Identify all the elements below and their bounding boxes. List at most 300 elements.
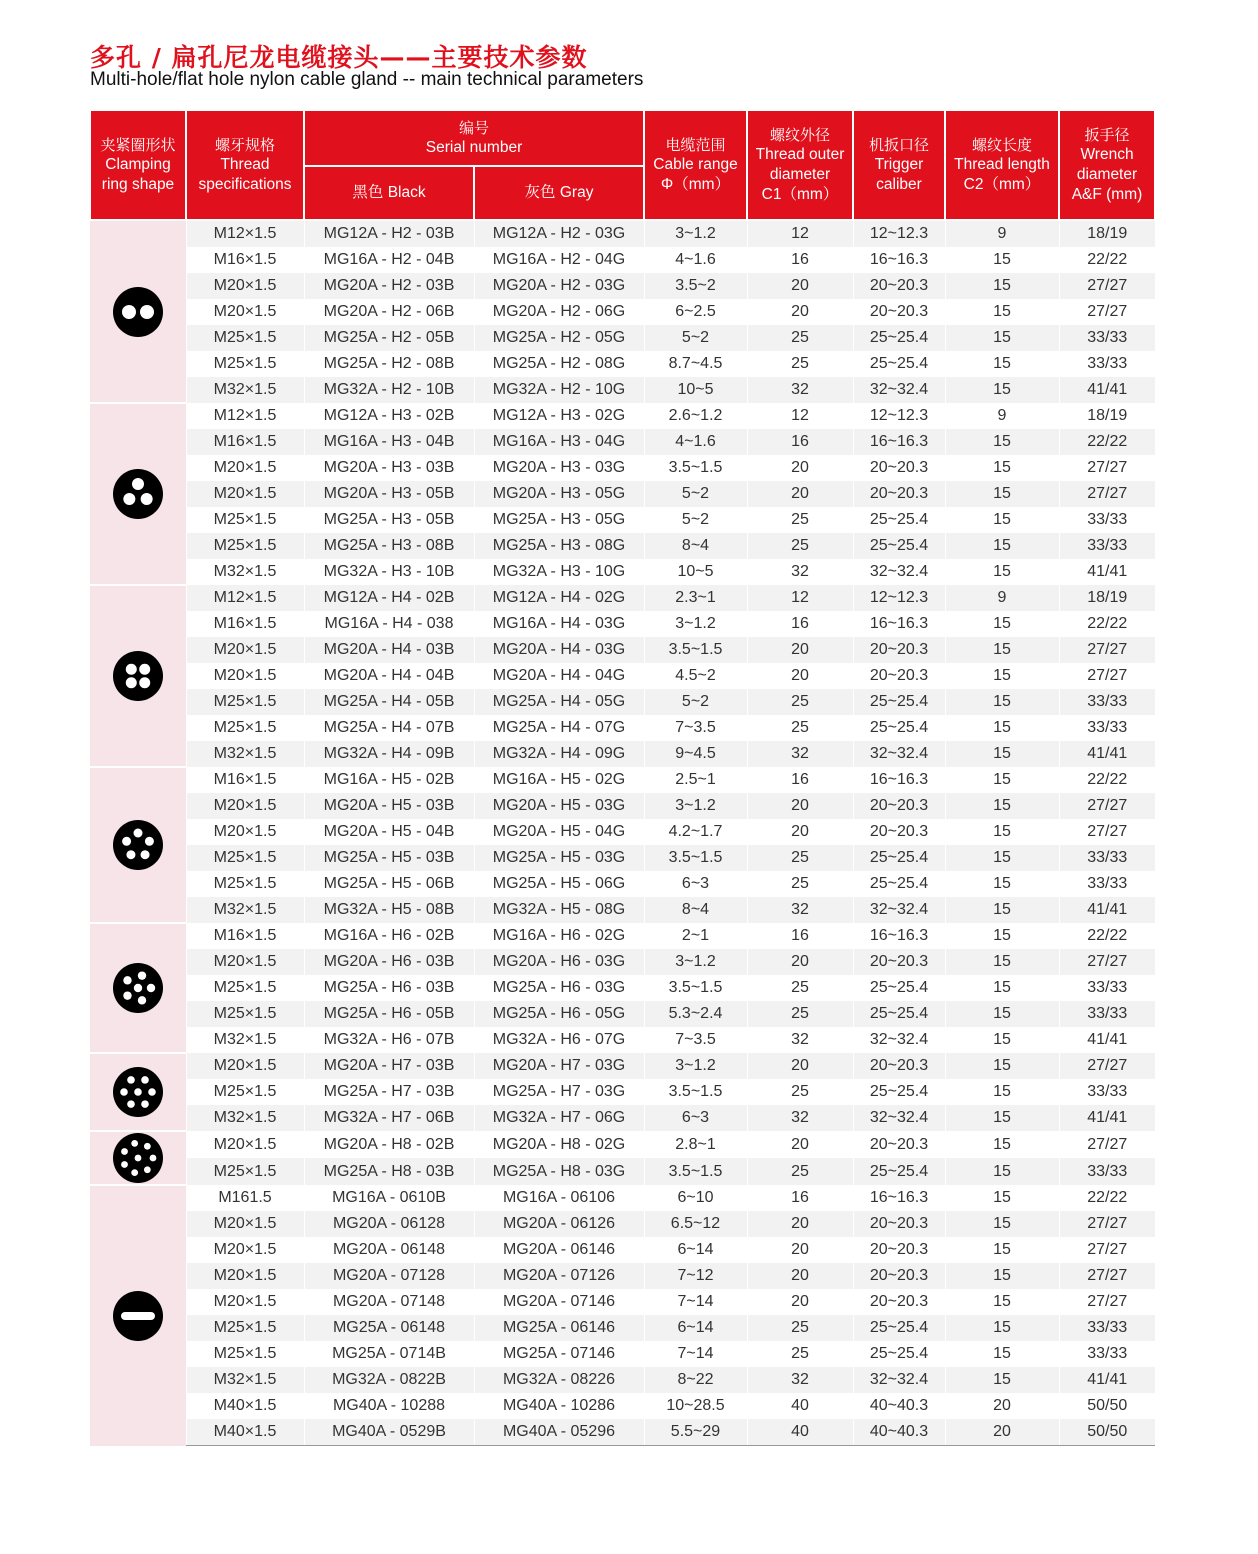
wrench-diameter-cell: 33/33	[1059, 1001, 1155, 1027]
table-row	[90, 1105, 1155, 1131]
serial-gray-cell: MG16A - H4 - 03G	[474, 611, 644, 637]
trigger-caliber-cell: 32~32.4	[853, 1027, 945, 1053]
thread-spec-cell: M40×1.5	[186, 1419, 304, 1446]
clamping-ring-shape-cell	[90, 767, 186, 923]
thread-spec-cell: M25×1.5	[186, 975, 304, 1001]
thread-spec-cell: M20×1.5	[186, 663, 304, 689]
thread-spec-cell: M20×1.5	[186, 949, 304, 975]
serial-black-cell: MG25A - H6 - 05B	[304, 1001, 474, 1027]
serial-gray-cell: MG12A - H3 - 02G	[474, 403, 644, 429]
trigger-caliber-cell: 32~32.4	[853, 1105, 945, 1131]
header-wrench-diameter: 扳手径 Wrench diameter A&F (mm)	[1059, 110, 1155, 220]
wrench-diameter-cell: 27/27	[1059, 1237, 1155, 1263]
outer-diameter-cell: 20	[747, 819, 853, 845]
cable-range-cell: 3.5~1.5	[644, 845, 747, 871]
header-thread-length: 螺纹长度 Thread length C2（mm）	[945, 110, 1059, 220]
serial-black-cell: MG25A - H4 - 05B	[304, 689, 474, 715]
cable-range-cell: 5~2	[644, 507, 747, 533]
trigger-caliber-cell: 16~16.3	[853, 1185, 945, 1211]
table-row	[90, 1237, 1155, 1263]
cable-range-cell: 8~4	[644, 533, 747, 559]
table-row	[90, 845, 1155, 871]
thread-length-cell: 15	[945, 975, 1059, 1001]
thread-length-cell: 15	[945, 533, 1059, 559]
table-row	[90, 1131, 1155, 1158]
thread-spec-cell: M20×1.5	[186, 481, 304, 507]
table-row	[90, 220, 1155, 247]
wrench-diameter-cell: 41/41	[1059, 1367, 1155, 1393]
serial-gray-cell: MG20A - 07146	[474, 1289, 644, 1315]
serial-gray-cell: MG25A - 07146	[474, 1341, 644, 1367]
thread-spec-cell: M16×1.5	[186, 429, 304, 455]
outer-diameter-cell: 20	[747, 1237, 853, 1263]
serial-black-cell: MG20A - H8 - 02B	[304, 1131, 474, 1158]
serial-gray-cell: MG20A - H3 - 03G	[474, 455, 644, 481]
wrench-diameter-cell: 33/33	[1059, 325, 1155, 351]
outer-diameter-cell: 25	[747, 1079, 853, 1105]
wrench-diameter-cell: 33/33	[1059, 1158, 1155, 1185]
outer-diameter-cell: 32	[747, 1367, 853, 1393]
serial-gray-cell: MG20A - H5 - 03G	[474, 793, 644, 819]
serial-black-cell: MG20A - H3 - 05B	[304, 481, 474, 507]
trigger-caliber-cell: 25~25.4	[853, 689, 945, 715]
thread-spec-cell: M20×1.5	[186, 1131, 304, 1158]
thread-length-cell: 15	[945, 481, 1059, 507]
trigger-caliber-cell: 25~25.4	[853, 1158, 945, 1185]
table-row	[90, 741, 1155, 767]
thread-length-cell: 15	[945, 637, 1059, 663]
serial-gray-cell: MG25A - H8 - 03G	[474, 1158, 644, 1185]
table-row	[90, 767, 1155, 793]
trigger-caliber-cell: 20~20.3	[853, 481, 945, 507]
thread-spec-cell: M20×1.5	[186, 1053, 304, 1079]
trigger-caliber-cell: 40~40.3	[853, 1393, 945, 1419]
serial-gray-cell: MG32A - H3 - 10G	[474, 559, 644, 585]
thread-length-cell: 15	[945, 559, 1059, 585]
thread-length-cell: 15	[945, 1263, 1059, 1289]
wrench-diameter-cell: 18/19	[1059, 403, 1155, 429]
cable-range-cell: 10~28.5	[644, 1393, 747, 1419]
wrench-diameter-cell: 33/33	[1059, 975, 1155, 1001]
serial-black-cell: MG20A - H6 - 03B	[304, 949, 474, 975]
cable-range-cell: 3~1.2	[644, 611, 747, 637]
serial-gray-cell: MG12A - H4 - 02G	[474, 585, 644, 611]
trigger-caliber-cell: 12~12.3	[853, 220, 945, 247]
table-row	[90, 481, 1155, 507]
thread-spec-cell: M16×1.5	[186, 611, 304, 637]
wrench-diameter-cell: 27/27	[1059, 1131, 1155, 1158]
table-row	[90, 949, 1155, 975]
thread-length-cell: 15	[945, 273, 1059, 299]
serial-gray-cell: MG16A - 06106	[474, 1185, 644, 1211]
cable-range-cell: 6.5~12	[644, 1211, 747, 1237]
header-serial-number: 编号 Serial number	[304, 110, 644, 166]
header-cable-range: 电缆范围 Cable range Φ（mm）	[644, 110, 747, 220]
cable-range-cell: 5~2	[644, 689, 747, 715]
cable-range-cell: 5.5~29	[644, 1419, 747, 1446]
serial-gray-cell: MG40A - 05296	[474, 1419, 644, 1446]
table-row	[90, 559, 1155, 585]
table-row	[90, 1419, 1155, 1446]
outer-diameter-cell: 20	[747, 481, 853, 507]
thread-spec-cell: M25×1.5	[186, 689, 304, 715]
header-trigger-caliber: 机扳口径 Trigger caliber	[853, 110, 945, 220]
serial-black-cell: MG32A - H4 - 09B	[304, 741, 474, 767]
flat-hole-icon	[112, 1290, 164, 1342]
table-row	[90, 1341, 1155, 1367]
outer-diameter-cell: 20	[747, 1211, 853, 1237]
outer-diameter-cell: 25	[747, 351, 853, 377]
wrench-diameter-cell: 27/27	[1059, 949, 1155, 975]
clamping-ring-shape-cell	[90, 1053, 186, 1131]
thread-length-cell: 15	[945, 871, 1059, 897]
serial-gray-cell: MG25A - H7 - 03G	[474, 1079, 644, 1105]
thread-length-cell: 20	[945, 1419, 1059, 1446]
trigger-caliber-cell: 16~16.3	[853, 611, 945, 637]
cable-range-cell: 3~1.2	[644, 949, 747, 975]
serial-black-cell: MG20A - H4 - 04B	[304, 663, 474, 689]
table-row	[90, 897, 1155, 923]
serial-black-cell: MG32A - 0822B	[304, 1367, 474, 1393]
serial-black-cell: MG16A - H4 - 038	[304, 611, 474, 637]
outer-diameter-cell: 20	[747, 949, 853, 975]
outer-diameter-cell: 32	[747, 377, 853, 403]
trigger-caliber-cell: 20~20.3	[853, 637, 945, 663]
trigger-caliber-cell: 16~16.3	[853, 923, 945, 949]
serial-black-cell: MG16A - 0610B	[304, 1185, 474, 1211]
serial-gray-cell: MG20A - 06146	[474, 1237, 644, 1263]
cable-range-cell: 3.5~2	[644, 273, 747, 299]
trigger-caliber-cell: 20~20.3	[853, 1237, 945, 1263]
serial-black-cell: MG25A - H3 - 05B	[304, 507, 474, 533]
cable-range-cell: 3~1.2	[644, 1053, 747, 1079]
serial-gray-cell: MG25A - H4 - 07G	[474, 715, 644, 741]
cable-range-cell: 7~3.5	[644, 715, 747, 741]
wrench-diameter-cell: 18/19	[1059, 220, 1155, 247]
trigger-caliber-cell: 32~32.4	[853, 741, 945, 767]
thread-spec-cell: M40×1.5	[186, 1393, 304, 1419]
thread-length-cell: 9	[945, 585, 1059, 611]
serial-black-cell: MG40A - 10288	[304, 1393, 474, 1419]
serial-gray-cell: MG20A - H3 - 05G	[474, 481, 644, 507]
outer-diameter-cell: 25	[747, 845, 853, 871]
table-row	[90, 611, 1155, 637]
table-row	[90, 351, 1155, 377]
cable-range-cell: 2.3~1	[644, 585, 747, 611]
thread-length-cell: 15	[945, 507, 1059, 533]
serial-black-cell: MG12A - H2 - 03B	[304, 220, 474, 247]
cable-range-cell: 3.5~1.5	[644, 455, 747, 481]
thread-length-cell: 15	[945, 1053, 1059, 1079]
thread-spec-cell: M16×1.5	[186, 247, 304, 273]
serial-black-cell: MG20A - H3 - 03B	[304, 455, 474, 481]
table-row	[90, 1158, 1155, 1185]
serial-gray-cell: MG32A - H4 - 09G	[474, 741, 644, 767]
trigger-caliber-cell: 20~20.3	[853, 793, 945, 819]
trigger-caliber-cell: 25~25.4	[853, 351, 945, 377]
trigger-caliber-cell: 25~25.4	[853, 871, 945, 897]
trigger-caliber-cell: 20~20.3	[853, 819, 945, 845]
table-row	[90, 247, 1155, 273]
trigger-caliber-cell: 32~32.4	[853, 897, 945, 923]
table-row	[90, 1367, 1155, 1393]
thread-length-cell: 15	[945, 689, 1059, 715]
trigger-caliber-cell: 16~16.3	[853, 767, 945, 793]
serial-gray-cell: MG25A - H6 - 05G	[474, 1001, 644, 1027]
cable-range-cell: 9~4.5	[644, 741, 747, 767]
trigger-caliber-cell: 25~25.4	[853, 1001, 945, 1027]
thread-length-cell: 15	[945, 1315, 1059, 1341]
wrench-diameter-cell: 27/27	[1059, 455, 1155, 481]
wrench-diameter-cell: 33/33	[1059, 351, 1155, 377]
thread-spec-cell: M20×1.5	[186, 1237, 304, 1263]
trigger-caliber-cell: 25~25.4	[853, 715, 945, 741]
outer-diameter-cell: 16	[747, 429, 853, 455]
wrench-diameter-cell: 27/27	[1059, 299, 1155, 325]
wrench-diameter-cell: 27/27	[1059, 663, 1155, 689]
wrench-diameter-cell: 41/41	[1059, 1027, 1155, 1053]
serial-black-cell: MG25A - H3 - 08B	[304, 533, 474, 559]
wrench-diameter-cell: 41/41	[1059, 377, 1155, 403]
thread-length-cell: 15	[945, 1158, 1059, 1185]
cable-range-cell: 8.7~4.5	[644, 351, 747, 377]
wrench-diameter-cell: 41/41	[1059, 897, 1155, 923]
wrench-diameter-cell: 18/19	[1059, 585, 1155, 611]
serial-black-cell: MG25A - 06148	[304, 1315, 474, 1341]
trigger-caliber-cell: 20~20.3	[853, 1053, 945, 1079]
trigger-caliber-cell: 20~20.3	[853, 273, 945, 299]
serial-gray-cell: MG25A - H2 - 08G	[474, 351, 644, 377]
serial-black-cell: MG25A - 0714B	[304, 1341, 474, 1367]
cable-range-cell: 5~2	[644, 481, 747, 507]
thread-length-cell: 15	[945, 1027, 1059, 1053]
wrench-diameter-cell: 22/22	[1059, 767, 1155, 793]
thread-spec-cell: M20×1.5	[186, 273, 304, 299]
thread-length-cell: 15	[945, 949, 1059, 975]
cable-range-cell: 3.5~1.5	[644, 975, 747, 1001]
outer-diameter-cell: 12	[747, 585, 853, 611]
table-row	[90, 715, 1155, 741]
thread-spec-cell: M25×1.5	[186, 871, 304, 897]
thread-spec-cell: M12×1.5	[186, 585, 304, 611]
five-hole-icon	[112, 819, 164, 871]
wrench-diameter-cell: 22/22	[1059, 247, 1155, 273]
serial-black-cell: MG20A - 07148	[304, 1289, 474, 1315]
page-title-en: Multi-hole/flat hole nylon cable gland -- main technical parameters	[90, 69, 644, 90]
table-row	[90, 507, 1155, 533]
serial-black-cell: MG16A - H3 - 04B	[304, 429, 474, 455]
wrench-diameter-cell: 33/33	[1059, 845, 1155, 871]
thread-length-cell: 15	[945, 247, 1059, 273]
thread-length-cell: 9	[945, 403, 1059, 429]
serial-gray-cell: MG20A - 06126	[474, 1211, 644, 1237]
thread-spec-cell: M20×1.5	[186, 793, 304, 819]
cable-range-cell: 2~1	[644, 923, 747, 949]
trigger-caliber-cell: 16~16.3	[853, 247, 945, 273]
outer-diameter-cell: 20	[747, 1053, 853, 1079]
table-row	[90, 273, 1155, 299]
outer-diameter-cell: 16	[747, 1185, 853, 1211]
header-thread-specifications: 螺牙规格 Thread specifications	[186, 110, 304, 220]
serial-black-cell: MG25A - H5 - 06B	[304, 871, 474, 897]
cable-range-cell: 3~1.2	[644, 793, 747, 819]
serial-gray-cell: MG20A - 07126	[474, 1263, 644, 1289]
cable-range-cell: 4~1.6	[644, 247, 747, 273]
serial-black-cell: MG20A - 06148	[304, 1237, 474, 1263]
trigger-caliber-cell: 20~20.3	[853, 663, 945, 689]
thread-spec-cell: M32×1.5	[186, 377, 304, 403]
serial-black-cell: MG20A - H2 - 06B	[304, 299, 474, 325]
outer-diameter-cell: 20	[747, 663, 853, 689]
cable-range-cell: 10~5	[644, 559, 747, 585]
trigger-caliber-cell: 32~32.4	[853, 1367, 945, 1393]
cable-range-cell: 10~5	[644, 377, 747, 403]
wrench-diameter-cell: 33/33	[1059, 1079, 1155, 1105]
serial-gray-cell: MG25A - H2 - 05G	[474, 325, 644, 351]
thread-spec-cell: M20×1.5	[186, 1289, 304, 1315]
cable-range-cell: 7~12	[644, 1263, 747, 1289]
thread-length-cell: 15	[945, 1185, 1059, 1211]
thread-length-cell: 15	[945, 1001, 1059, 1027]
serial-gray-cell: MG20A - H4 - 04G	[474, 663, 644, 689]
serial-gray-cell: MG25A - H3 - 08G	[474, 533, 644, 559]
thread-length-cell: 15	[945, 325, 1059, 351]
serial-gray-cell: MG25A - H4 - 05G	[474, 689, 644, 715]
outer-diameter-cell: 25	[747, 1001, 853, 1027]
table-row	[90, 1289, 1155, 1315]
serial-black-cell: MG32A - H6 - 07B	[304, 1027, 474, 1053]
cable-range-cell: 6~10	[644, 1185, 747, 1211]
seven-hole-icon	[112, 1066, 164, 1118]
thread-spec-cell: M32×1.5	[186, 741, 304, 767]
outer-diameter-cell: 25	[747, 325, 853, 351]
serial-gray-cell: MG20A - H2 - 03G	[474, 273, 644, 299]
clamping-ring-shape-cell	[90, 1185, 186, 1446]
wrench-diameter-cell: 50/50	[1059, 1393, 1155, 1419]
thread-spec-cell: M161.5	[186, 1185, 304, 1211]
trigger-caliber-cell: 32~32.4	[853, 377, 945, 403]
thread-length-cell: 15	[945, 611, 1059, 637]
serial-gray-cell: MG20A - H4 - 03G	[474, 637, 644, 663]
cable-range-cell: 6~14	[644, 1237, 747, 1263]
outer-diameter-cell: 32	[747, 1027, 853, 1053]
table-row	[90, 1001, 1155, 1027]
serial-black-cell: MG25A - H2 - 08B	[304, 351, 474, 377]
outer-diameter-cell: 20	[747, 1289, 853, 1315]
table-row	[90, 533, 1155, 559]
table-row	[90, 793, 1155, 819]
outer-diameter-cell: 20	[747, 1131, 853, 1158]
wrench-diameter-cell: 27/27	[1059, 819, 1155, 845]
trigger-caliber-cell: 12~12.3	[853, 585, 945, 611]
table-row	[90, 871, 1155, 897]
wrench-diameter-cell: 27/27	[1059, 1211, 1155, 1237]
outer-diameter-cell: 32	[747, 559, 853, 585]
serial-black-cell: MG25A - H8 - 03B	[304, 1158, 474, 1185]
serial-black-cell: MG25A - H2 - 05B	[304, 325, 474, 351]
table-row	[90, 689, 1155, 715]
outer-diameter-cell: 40	[747, 1419, 853, 1446]
thread-spec-cell: M25×1.5	[186, 1079, 304, 1105]
cable-range-cell: 5~2	[644, 325, 747, 351]
wrench-diameter-cell: 41/41	[1059, 741, 1155, 767]
outer-diameter-cell: 16	[747, 611, 853, 637]
serial-gray-cell: MG20A - H8 - 02G	[474, 1131, 644, 1158]
thread-length-cell: 15	[945, 793, 1059, 819]
six-hole-icon	[112, 962, 164, 1014]
cable-range-cell: 6~3	[644, 1105, 747, 1131]
outer-diameter-cell: 32	[747, 897, 853, 923]
trigger-caliber-cell: 20~20.3	[853, 1131, 945, 1158]
header-thread-outer-diameter: 螺纹外径 Thread outer diameter C1（mm）	[747, 110, 853, 220]
outer-diameter-cell: 25	[747, 533, 853, 559]
thread-length-cell: 15	[945, 923, 1059, 949]
cable-range-cell: 7~3.5	[644, 1027, 747, 1053]
outer-diameter-cell: 20	[747, 637, 853, 663]
clamping-ring-shape-cell	[90, 1131, 186, 1185]
serial-gray-cell: MG25A - H5 - 03G	[474, 845, 644, 871]
wrench-diameter-cell: 22/22	[1059, 611, 1155, 637]
serial-gray-cell: MG16A - H2 - 04G	[474, 247, 644, 273]
serial-black-cell: MG32A - H2 - 10B	[304, 377, 474, 403]
serial-black-cell: MG20A - 07128	[304, 1263, 474, 1289]
thread-spec-cell: M25×1.5	[186, 325, 304, 351]
thread-spec-cell: M32×1.5	[186, 1105, 304, 1131]
outer-diameter-cell: 20	[747, 1263, 853, 1289]
wrench-diameter-cell: 27/27	[1059, 637, 1155, 663]
thread-spec-cell: M25×1.5	[186, 1001, 304, 1027]
trigger-caliber-cell: 20~20.3	[853, 949, 945, 975]
four-hole-icon	[112, 650, 164, 702]
serial-black-cell: MG25A - H7 - 03B	[304, 1079, 474, 1105]
table-row	[90, 403, 1155, 429]
table-row	[90, 1315, 1155, 1341]
thread-spec-cell: M20×1.5	[186, 819, 304, 845]
outer-diameter-cell: 25	[747, 1315, 853, 1341]
thread-spec-cell: M25×1.5	[186, 1158, 304, 1185]
two-hole-icon	[112, 286, 164, 338]
thread-length-cell: 15	[945, 1289, 1059, 1315]
serial-gray-cell: MG16A - H6 - 02G	[474, 923, 644, 949]
thread-spec-cell: M25×1.5	[186, 1315, 304, 1341]
table-row	[90, 1027, 1155, 1053]
serial-gray-cell: MG20A - H6 - 03G	[474, 949, 644, 975]
header-gray: 灰色 Gray	[474, 166, 644, 220]
table-row	[90, 1393, 1155, 1419]
clamping-ring-shape-cell	[90, 220, 186, 403]
thread-length-cell: 15	[945, 351, 1059, 377]
trigger-caliber-cell: 25~25.4	[853, 845, 945, 871]
outer-diameter-cell: 12	[747, 403, 853, 429]
serial-gray-cell: MG32A - H6 - 07G	[474, 1027, 644, 1053]
outer-diameter-cell: 25	[747, 975, 853, 1001]
cable-range-cell: 6~14	[644, 1315, 747, 1341]
table-row	[90, 455, 1155, 481]
thread-spec-cell: M25×1.5	[186, 507, 304, 533]
trigger-caliber-cell: 20~20.3	[853, 1263, 945, 1289]
serial-black-cell: MG25A - H5 - 03B	[304, 845, 474, 871]
serial-black-cell: MG32A - H7 - 06B	[304, 1105, 474, 1131]
cable-range-cell: 2.6~1.2	[644, 403, 747, 429]
wrench-diameter-cell: 27/27	[1059, 1053, 1155, 1079]
trigger-caliber-cell: 12~12.3	[853, 403, 945, 429]
thread-length-cell: 15	[945, 767, 1059, 793]
serial-black-cell: MG25A - H4 - 07B	[304, 715, 474, 741]
thread-length-cell: 15	[945, 1105, 1059, 1131]
trigger-caliber-cell: 25~25.4	[853, 507, 945, 533]
outer-diameter-cell: 25	[747, 1341, 853, 1367]
thread-spec-cell: M20×1.5	[186, 299, 304, 325]
